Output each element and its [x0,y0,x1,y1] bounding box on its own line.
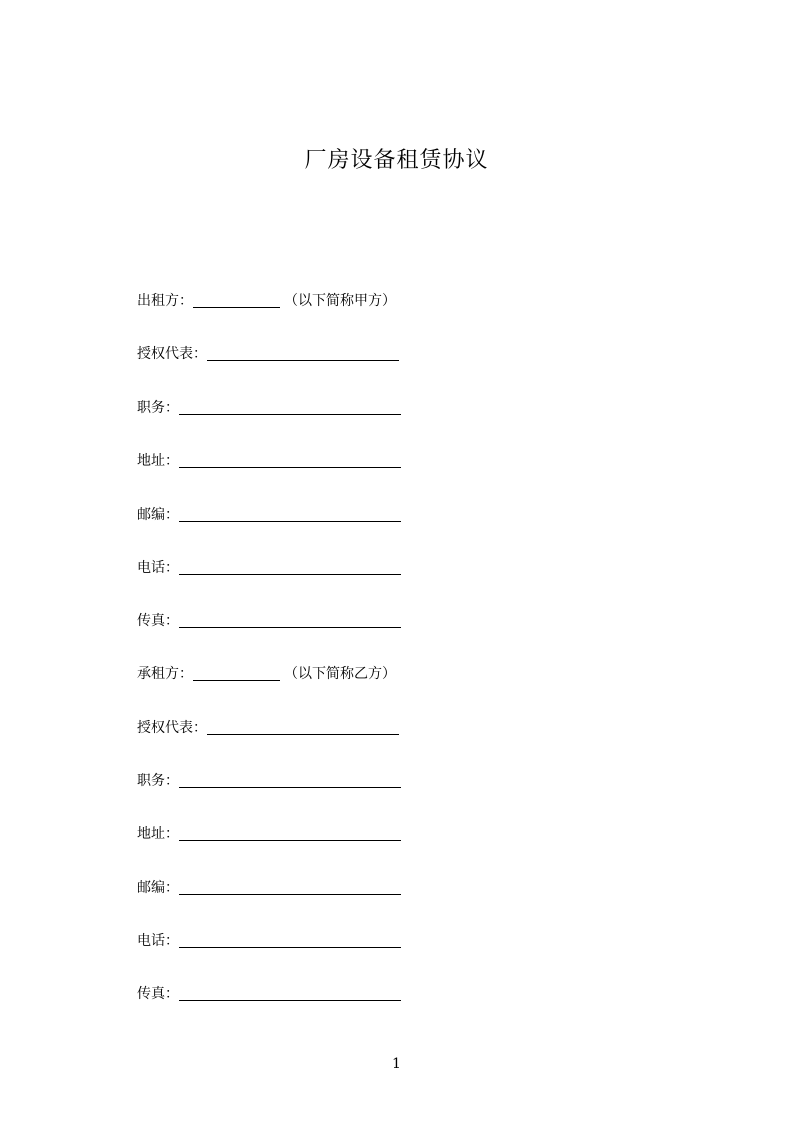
party-a-fax-row [137,611,401,631]
party-b-address-row [137,824,401,844]
party-b-position-row [137,771,401,791]
party-b-representative-row [137,718,399,738]
party-b-phone-row [137,931,401,951]
lessee-note: （以下简称乙方） [284,666,396,682]
document-title: 厂房设备租赁协议 [304,148,489,173]
position-blank[interactable] [179,399,401,415]
lessor-blank[interactable] [193,292,280,308]
phone-blank[interactable] [179,932,401,948]
postcode-label: 邮编： [137,507,179,523]
representative-label: 授权代表： [137,720,207,736]
phone-label: 电话： [137,560,179,576]
representative-label: 授权代表： [137,346,207,362]
lessor-note: （以下简称甲方） [284,293,396,309]
address-label: 地址： [137,453,179,469]
representative-blank[interactable] [207,719,399,735]
party-b-fax-row [137,984,401,1004]
address-blank[interactable] [179,452,401,468]
lessor-label: 出租方： [137,293,193,309]
party-a-phone-row [137,558,401,578]
page-number: 1 [392,1056,401,1072]
postcode-label: 邮编： [137,880,179,896]
party-a-position-row [137,398,401,418]
party-a-postcode-row [137,505,401,525]
phone-label: 电话： [137,933,179,949]
phone-blank[interactable] [179,559,401,575]
address-label: 地址： [137,826,179,842]
postcode-blank[interactable] [179,506,401,522]
representative-blank[interactable] [207,345,399,361]
position-blank[interactable] [179,772,401,788]
fax-blank[interactable] [179,985,401,1001]
lessor-row [137,291,396,311]
postcode-blank[interactable] [179,879,401,895]
lessee-row [137,664,396,684]
party-b-postcode-row [137,878,401,898]
position-label: 职务： [137,400,179,416]
lessee-label: 承租方： [137,666,193,682]
fax-label: 传真： [137,613,179,629]
fax-label: 传真： [137,986,179,1002]
party-a-representative-row [137,344,399,364]
lessee-blank[interactable] [193,665,280,681]
fax-blank[interactable] [179,612,401,628]
position-label: 职务： [137,773,179,789]
party-a-address-row [137,451,401,471]
address-blank[interactable] [179,825,401,841]
